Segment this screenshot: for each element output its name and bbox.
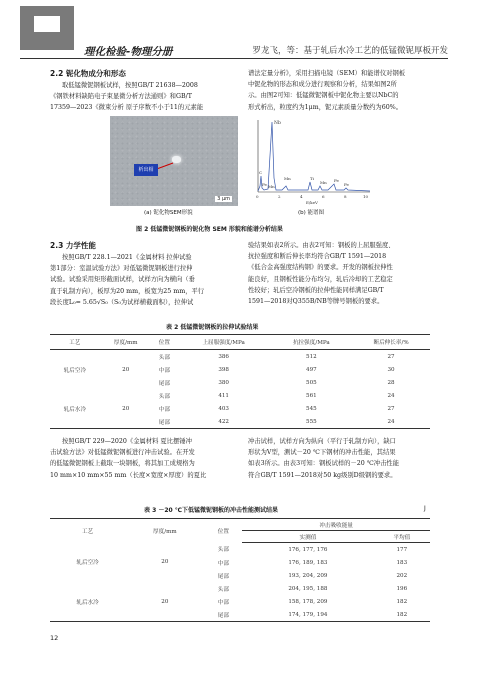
table-cell: 中部 (217, 599, 229, 606)
svg-text:2: 2 (278, 194, 281, 199)
table-cell: 193, 204, 209 (288, 572, 328, 579)
section-2-3-right-text (248, 240, 432, 307)
text-line: 示。由图2可知：低锰微铌钢板中铌化物主要以NbC的 (248, 92, 399, 100)
text-line: 段长度L₀= 5.65√S₀（S₀为试样横截面积），拉伸试 (50, 298, 194, 306)
table-cell: 中部 (158, 406, 170, 413)
table-2-title: 表 2 低锰微铌钢板的拉伸试验结果 (166, 324, 259, 331)
table-row (50, 350, 430, 364)
table-row (50, 582, 430, 595)
table-cell: 497 (306, 366, 317, 373)
svg-text:8: 8 (344, 194, 347, 199)
table-cell: 中部 (158, 367, 170, 374)
section-2-3-left-text (50, 252, 234, 308)
thickness-cell: 20 (161, 598, 169, 605)
running-title: 罗龙飞，等：基于轧后水冷工艺的低锰微铌厚板开发 (252, 46, 448, 56)
table-cell: 尾部 (217, 612, 229, 619)
peak-label: Fe (334, 178, 339, 183)
text-line: 冲击试样，试样方向为纵向（平行于轧制方向），缺口 (248, 438, 396, 445)
table-cell: 尾部 (217, 573, 229, 580)
sem-micrograph (110, 116, 238, 206)
table-cell: 尾部 (158, 380, 170, 387)
table-cell: 174, 179, 194 (288, 611, 328, 618)
column-header: 厚度/mm (100, 335, 152, 350)
table-cell: 头部 (217, 547, 229, 554)
page-header (0, 0, 480, 62)
column-header: 位置 (152, 335, 177, 350)
journal-logo (20, 6, 74, 50)
text-line: 第1部分：室温试验方法》对低锰微铌钢板进行拉伸 (50, 265, 193, 273)
table-cell: 555 (306, 418, 317, 425)
table-cell: 512 (306, 353, 317, 360)
text-line: 形状为V型，测试－20 ℃下钢材的冲击性能，其结果 (248, 449, 396, 457)
table-cell: 182 (396, 611, 408, 618)
text-line: 的低锰微铌钢板上截取一块钢板，将其加工成规格为 (50, 460, 195, 468)
table-cell: 尾部 (158, 419, 170, 426)
svg-text:6: 6 (322, 194, 325, 199)
table-cell: 头部 (217, 586, 229, 593)
text-line: 按照GB/T 229—2020《金属材料 夏比摆锤冲 (62, 438, 192, 445)
text-line: 1591—2018对Q355B/NB等牌号钢板的要求。 (248, 298, 384, 306)
table-cell: 中部 (217, 560, 229, 567)
table-cell: 177 (396, 546, 408, 553)
table-3-unit: J (424, 505, 426, 512)
table-cell: 24 (387, 418, 395, 425)
table-cell: 505 (306, 379, 317, 386)
table-cell: 196 (396, 585, 408, 592)
text-line: 10 mm×10 mm×55 mm（长度×宽度×厚度）的夏比 (50, 471, 207, 479)
text-line: 形式析出，粒度约为1μm，铌元素质量分数约为60%。 (248, 103, 403, 111)
text-line: 击试验方法》对低锰微铌钢板进行冲击试验。在开发 (50, 449, 195, 457)
text-line: 按照GB/T 228.1—2021《金属材料 拉伸试验 (62, 254, 192, 261)
table-row (50, 389, 430, 402)
precipitate-particle (172, 156, 181, 163)
table-row (50, 543, 430, 557)
figure-caption: 图 2 低锰微铌钢板的铌化物 SEM 形貌和能谱分析结果 (136, 226, 283, 233)
text-line: 抗拉强度和断后伸长率均符合GB/T 1591—2018 (248, 253, 387, 261)
thickness-cell: 20 (122, 366, 130, 373)
impact-right-text (248, 436, 432, 481)
text-line: 《低合金高强度结构钢》的要求。开发的钢板拉伸性 (248, 264, 393, 272)
sub-header: 实测值 (242, 531, 373, 543)
text-line: 验结果如表2所示。由表2可知：钢板的上屈服强度、 (248, 242, 395, 249)
column-header: 位置 (217, 528, 229, 535)
table-cell: 398 (218, 366, 229, 373)
table-cell: 27 (387, 353, 395, 360)
text-line: 试验。试验采用矩形截面试样，试样方向为横向（垂 (50, 276, 195, 284)
table-cell: 183 (396, 559, 408, 566)
text-line: 如表3所示。由表3可知：钢板试样的－20 ℃冲击性能 (248, 460, 400, 468)
svg-text:10: 10 (363, 194, 369, 199)
sub-caption-b: (b) 能谱图 (298, 210, 325, 216)
peak-label: Mn (268, 184, 275, 189)
table-cell: 158, 178, 209 (288, 598, 328, 605)
column-header: 工艺 (50, 335, 100, 350)
text-line: 直于轧制方向），板厚为20 mm，板宽为25 mm，平行 (50, 287, 205, 295)
thickness-cell: 20 (161, 559, 169, 566)
text-line: 符合GB/T 1591—2018对50 kg级别D级钢的要求。 (248, 471, 397, 479)
header-rule (20, 58, 448, 59)
eds-spectrum (248, 116, 378, 206)
impact-left-text (50, 436, 234, 481)
table-cell: 411 (218, 392, 229, 399)
svg-text:4: 4 (300, 194, 303, 199)
table-cell: 27 (387, 405, 395, 412)
text-line: 中铌化物的形态和成分进行观察和分析，结果如图2所 (248, 81, 397, 89)
text-line: 取低锰微铌钢板试样，按照GB/T 21638—2008 (62, 82, 198, 89)
text-line: 性较好；轧后空冷钢板的拉伸性能同样满足GB/T (248, 286, 384, 294)
text-line: 谱法定量分析》，采用扫描电镜（SEM）和能谱仪对钢板 (248, 70, 406, 77)
svg-text:0: 0 (256, 194, 259, 199)
scale-bar: 3 μm (217, 196, 230, 202)
peak-label: C (259, 170, 263, 175)
peak-label: Fe (262, 182, 267, 187)
table-cell: 176, 177, 176 (288, 546, 328, 553)
table-cell: 202 (396, 572, 408, 579)
peak-label: Mn (284, 176, 291, 181)
table-cell: 头部 (158, 354, 170, 361)
table-cell: 204, 195, 188 (288, 585, 328, 592)
column-header: 工艺 (81, 528, 94, 535)
table-cell: 24 (387, 392, 395, 399)
table-cell: 380 (218, 379, 229, 386)
section-heading-2-3: 2.3 力学性能 (50, 241, 96, 250)
table-cell: 386 (218, 353, 229, 360)
table-cell: 545 (306, 405, 317, 412)
process-cell: 轧后空冷 (76, 560, 99, 567)
peak-label: Fe (344, 182, 349, 187)
peak-label-nb: Nb (274, 121, 281, 126)
section-heading-2-2: 2.2 铌化物成分和形态 (50, 69, 126, 78)
thickness-cell: 20 (122, 405, 130, 412)
table-3-title: 表 3 －20 ℃下低锰微铌钢板的冲击性能测试结果 (144, 507, 279, 514)
x-axis-label: E/keV (306, 200, 318, 205)
table-2 (50, 334, 430, 429)
table-cell: 28 (387, 379, 395, 386)
peak-label: Mn (320, 180, 327, 185)
section-2-2-left-text (50, 80, 234, 114)
figure-2 (110, 116, 380, 216)
journal-logo-text: 理化检验-物理分册 (84, 46, 173, 58)
column-header: 上屈服强度/MPa (177, 335, 271, 350)
sub-caption-a: (a) 铌化物SEM形貌 (144, 210, 193, 216)
text-line: 《钢铁材料缺陷电子束显微分析方法通则》和GB/T (50, 93, 192, 101)
text-line: 17359—2023《微束分析 原子序数不小于11的元素能 (50, 104, 204, 112)
table-cell: 30 (387, 366, 395, 373)
table-3 (50, 518, 430, 622)
table-cell: 561 (306, 392, 317, 399)
process-cell: 轧后空冷 (63, 367, 86, 374)
column-header: 厚度/mm (153, 528, 177, 535)
table-cell: 头部 (158, 393, 170, 400)
table-cell: 182 (396, 598, 408, 605)
column-header: 抗拉强度/MPa (271, 335, 353, 350)
text-line: 能良好，且钢板性能分布均匀，轧后冷却的工艺稳定 (248, 275, 393, 283)
table-cell: 403 (218, 405, 229, 412)
column-header: 冲击吸收能量 (319, 522, 353, 529)
sub-header: 平均值 (374, 531, 430, 543)
table-cell: 422 (218, 418, 229, 425)
table-cell: 176, 189, 183 (288, 559, 328, 566)
process-cell: 轧后水冷 (76, 599, 99, 606)
sem-label: 析出相 (134, 164, 158, 176)
process-cell: 轧后水冷 (63, 406, 86, 413)
page-number: 12 (50, 634, 59, 642)
column-header: 断后伸长率/% (352, 335, 430, 350)
section-2-2-right-text (248, 68, 432, 113)
peak-label: Ti (310, 176, 314, 181)
